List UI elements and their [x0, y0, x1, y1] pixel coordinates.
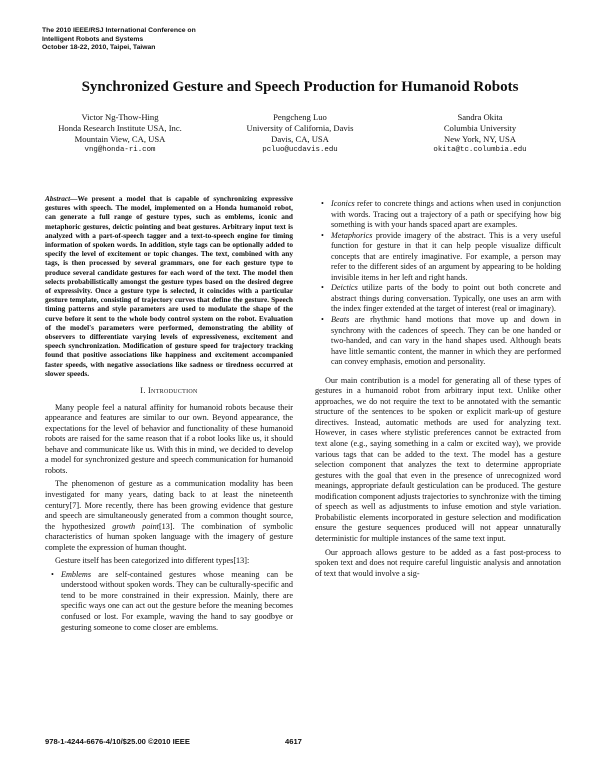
conference-header: [42, 27, 196, 53]
author-name: Victor Ng-Thow-Hing: [81, 112, 159, 122]
author-3: [390, 112, 570, 156]
author-affiliation: Honda Research Institute USA, Inc.: [58, 122, 182, 133]
author-location: Davis, CA, USA: [271, 133, 329, 144]
section-heading: [45, 386, 293, 397]
gesture-term: Beats: [331, 315, 350, 325]
intro-paragraph-1: Many people feel a natural affinity for humanoid robots because their appearance and features are similar to our own. Beyond appearance, the expectations for the level of behavior and functionality of these humanoid robots are raised for the same reason that if a robot looks like us, it should behave and communicate like us. With this in mind, we decided to develop a model for synchronized gesture and speech communication for humanoid robots.: [45, 402, 293, 475]
gesture-type-list-continued: [315, 199, 561, 368]
page-number: 4617: [285, 737, 302, 746]
contribution-paragraph: Our main contribution is a model for generating all of these types of gestures in a humanoid robot from arbitrary input text. Unlike other approaches, we do not require the text to be annotated with the semantic structure of the sentences to be spoken or explicit mark-up of gesture directives. Instead, automatic methods are used for analyzing text. However, in cases where stylistic preferences cannot be extracted from text alone (e.g., saying something in a calm or excited way), we provide various tags that can be added to the text. The model has a gesture selection component that analyzes the text to determine appropriate gestures with the goal that even in the presence of unrecognized word meanings, appropriate default gesticulation can be produced. The gesture modification component adjusts trajectories to synchronize with the timing of speech as well as adjustments to infuse emotion and style variation. Probabilistic elements incorporated in gesture selection and modification ensure the gesture sequences produced will not appear unnaturally deterministic for multiple instances of the same text input.: [315, 375, 561, 543]
gesture-type-iconics: [325, 199, 561, 231]
gesture-type-deictics: [325, 283, 561, 315]
author-email: pcluo@ucdavis.edu: [262, 145, 338, 154]
gesture-term: Deictics: [331, 283, 358, 293]
gesture-type-beats: [325, 315, 561, 368]
abstract-label: Abstract: [45, 194, 71, 203]
author-email: okita@tc.columbia.edu: [433, 145, 527, 154]
author-2: [210, 112, 390, 156]
abstract: Abstract—We present a model that is capable of synchronizing expressive gestures with speech. The model, implemented on a Honda humanoid robot, can generate a full range of gesture types, such as emblems, iconic and metaphoric gestures, deictic pointing and beat gestures. Arbitrary input text is analyzed with a part-of-speech tagger and a text-to-speech engine for timing information of spoken words. In addition, style tags can be optionally added to specify the level of excitement or topic changes. The text, combined with any tags, is then processed by several grammars, one for each gesture type to produce several candidate gestures for each word of the text. The model then selects probabilistically amongst the gesture types based on the desired degree of expressivity. Once a gesture type is selected, it coincides with a particular gesture template, consisting of trajectory curves that define the gesture. Speech timing patterns and style parameters are used to modulate the shape of the curve before it sent to the whole body control system on the robot. Evaluation of the model's parameters were performed, demonstrating the ability of observers to differentiate varying levels of expressiveness, excitement and speech synchronization. Modification of gesture speed for trajectory tracking found that positive associations like happiness and excitement accompanied faster speeds, with negative associations like sadness or tiredness occurred at slower speeds.: [45, 194, 293, 378]
conference-line: The 2010 IEEE/RSJ International Conference on: [42, 27, 196, 34]
paper-title: Synchronized Gesture and Speech Production for Humanoid Robots: [81, 79, 519, 95]
gesture-description: are rhythmic hand motions that move up and down in synchrony with the cadences of speech. They can be one handed or two-handed, and can vary in the hand shapes used. Although beats have little semantic content, the manner in which they are performed can convey emphasis, emotion and personality.: [331, 315, 561, 367]
author-email: vng@honda-ri.com: [84, 145, 156, 154]
author-location: New York, NY, USA: [444, 133, 516, 144]
abstract-text: We present a model that is capable of synchronizing expressive gestures with speech. The model, implemented on a Honda humanoid robot, can generate a full range of gesture types, such as emblems, iconic and metaphoric gestures, deictic pointing and beat gestures. Arbitrary input text is analyzed with a part-of-speech tagger and a text-to-speech engine for timing information of spoken words. In addition, style tags can be optionally added to specify the level of excitement or topic changes. The text, combined with any tags, is then processed by several grammars, one for each gesture type to produce several candidate gestures for each word of the text. The model then selects probabilistically amongst the gesture types based on the desired degree of expressivity. Once a gesture type is selected, it coincides with a particular gesture template, consisting of trajectory curves that define the gesture. Speech timing patterns and style parameters are used to modulate the shape of the curve before it sent to the whole body control system on the robot. Evaluation of the model's parameters were performed, demonstrating the ability of observers to differentiate varying levels of expressiveness, excitement and speech synchronization. Modification of gesture speed for trajectory tracking found that positive associations like happiness and excitement accompanied faster speeds, with negative associations like sadness or tiredness occurred at slower speeds.: [45, 194, 293, 378]
conference-line: Intelligent Robots and Systems: [42, 35, 144, 43]
author-1: [30, 112, 210, 156]
gesture-term: Iconics: [331, 199, 355, 208]
gesture-description: utilize parts of the body to point out both concrete and abstract things during conversation. Typically, one uses an arm with the index finger extended at the target of interest (real or imaginary).: [331, 283, 561, 314]
gesture-term: Emblems: [61, 569, 92, 579]
gesture-description: provide imagery of the abstract. This is a very useful function for gesture in that it can help people visualize difficult concepts that are entirely imaginative. For example, a person may refer to the different sides of an argument by appearing to be holding invisible items in her left and right hands.: [331, 230, 561, 282]
author-affiliation: University of California, Davis: [246, 122, 354, 133]
author-name: Pengcheng Luo: [273, 112, 327, 122]
author-name: Sandra Okita: [457, 112, 503, 122]
intro-paragraph-2b: [13]. The combination of symbolic characteristics of human spoken language with the imagery of gesture complete the expression of human thought.: [45, 521, 293, 552]
intro-paragraph-2: [45, 479, 293, 553]
gesture-description: are self-contained gestures whose meaning can be understood without spoken words. They can be culturally-specific and tend to be more constrained in their expression. Mainly, there are specific ways one can act out the gesture before the meaning becomes confused or lost. For example, waving the hand to say goodbye or gesturing someone to come closer are emblems.: [61, 569, 293, 632]
growth-point-term: growth point: [112, 521, 159, 531]
gesture-term: Metaphorics: [331, 230, 373, 240]
gesture-type-metaphorics: [325, 231, 561, 284]
section-title: Introduction: [148, 386, 198, 396]
conference-line: October 18-22, 2010, Taipei, Taiwan: [42, 44, 156, 52]
gesture-description: refer to concrete things and actions when used in conjunction with words. Tracing out a trajectory of a path or specifying how big something is with your hands spaced apart are examples.: [331, 199, 561, 230]
intro-paragraph-3: Gesture itself has been categorized into different types[13]:: [55, 556, 250, 566]
gesture-type-list: [45, 570, 293, 633]
isbn-footer: 978-1-4244-6676-4/10/$25.00 ©2010 IEEE: [45, 737, 190, 746]
approach-paragraph: Our approach allows gesture to be added as a fast post-process to spoken text and does not require careful linguistic analysis and annotation of text that would involve a sig-: [315, 547, 561, 578]
section-number: I.: [140, 386, 146, 396]
gesture-type-emblems: [55, 570, 293, 633]
intro-paragraph-2a: The phenomenon of gesture as a communication modality has been investigated for many years, dating back to at least the nineteenth century[7]. More recently, there has been growing evidence that gesture and speech are simultaneously generated from a common thought source, the hypothesized: [45, 479, 293, 531]
right-column: [315, 199, 561, 582]
author-location: Mountain View, CA, USA: [74, 133, 166, 144]
author-affiliation: Columbia University: [443, 122, 517, 133]
left-column: [45, 194, 293, 641]
